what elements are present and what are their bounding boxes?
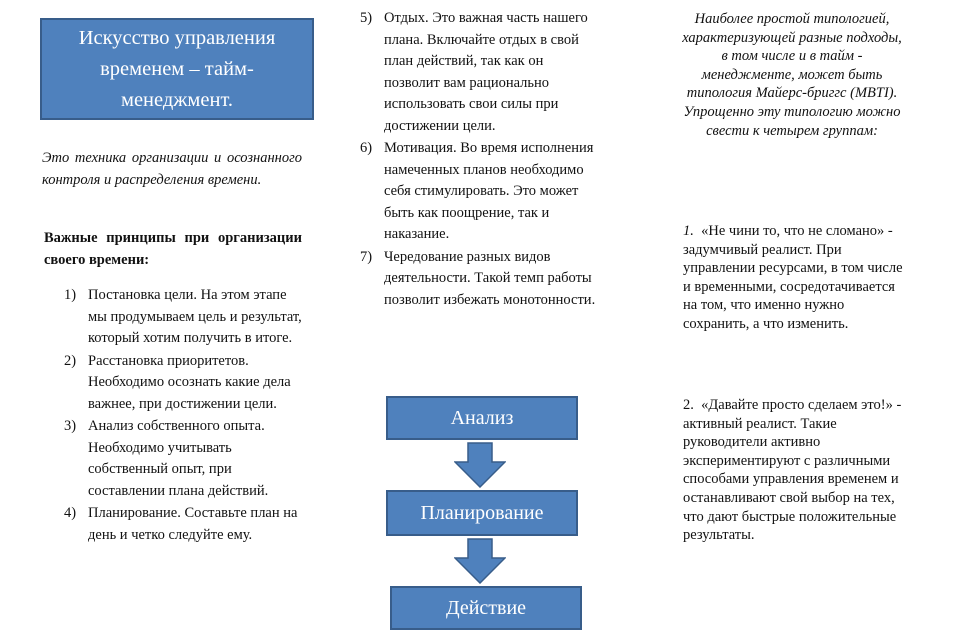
principles-heading: Важные принципы при организации своего времени: [44, 230, 302, 268]
flow-step-action: Действие [390, 586, 582, 630]
flow-step-analysis: Анализ [386, 396, 578, 440]
principle-item: 6) Мотивация. Во время исполнения намеченных планов необходимо себя стимулировать. Это может быть как поощрение, так и наказание. [360, 140, 594, 242]
principle-item: 5) Отдых. Это важная часть нашего плана. Включайте отдых в свой план действий, так как он позволит вам рационально использовать свои силы при достижении цели. [360, 10, 588, 134]
principles-list-right [360, 8, 599, 312]
principle-item: 7) Чередование разных видов деятельности. Такой темп работы позволит избежать монотонности. [360, 248, 596, 308]
principles-list-left [64, 285, 308, 547]
typology-intro: Наиболее простой типологией, характеризующей разные подходы, в том числе и в тайм - менеджменте, может быть типология Майерс-бриггс (MBTI). Упрощенно эту типологию можно свести к четырем группам: [682, 11, 902, 139]
principle-item: 1) Постановка цели. На этом этапе мы продумываем цель и результат, который хотим получить в итоге. [64, 287, 302, 346]
title-box [40, 18, 314, 120]
principle-item: 2) Расстановка приоритетов. Необходимо осознать какие дела важнее, при достижении цели. [64, 352, 291, 412]
intro-text: Это техника организации и осознанного контроля и распределения времени. [42, 150, 302, 188]
down-arrow-icon [454, 442, 506, 488]
type-item: 1. «Не чини то, что не сломано» - задумчивый реалист. При управлении ресурсами, в том числе и временными, сосредотачивается на том, что именно нужно сохранить, а что изменить. [683, 223, 903, 332]
flow-step-planning: Планирование [386, 490, 578, 536]
type-item: 2. «Давайте просто сделаем это!» - активный реалист. Такие руководители активно экспериментируют с различными способами управления временем и останавливают свой выбор на тех, что дают быстрые положительные результаты. [683, 397, 902, 544]
principle-item: 4) Планирование. Составьте план на день и четко следуйте ему. [64, 505, 298, 543]
principle-item: 3) Анализ собственного опыта. Необходимо учитывать собственный опыт, при составлении плана действий. [64, 418, 269, 499]
down-arrow-icon [454, 538, 506, 584]
page-title: Искусство управления временем – тайм-менеджмент. [78, 26, 276, 111]
